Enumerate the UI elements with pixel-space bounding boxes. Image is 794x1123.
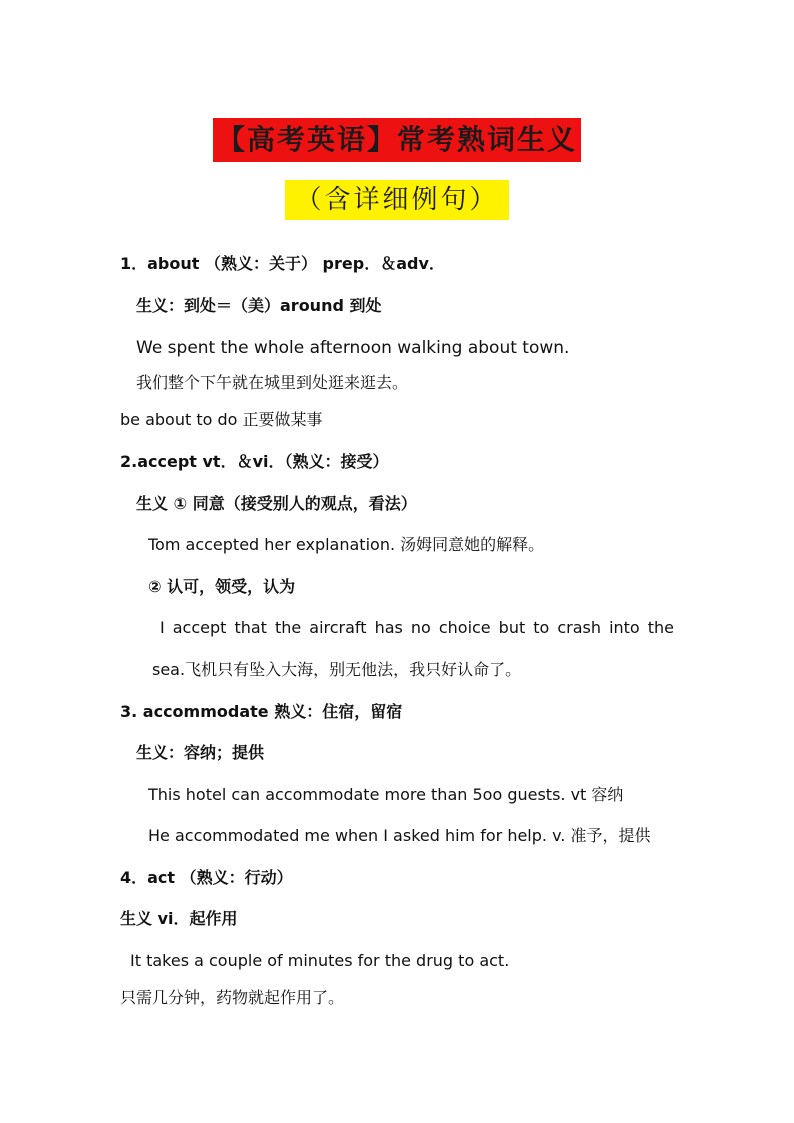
entry-3-example-2: He accommodated me when I asked him for help. v. 准予，提供	[148, 826, 651, 845]
entry-4-example-zh: 只需几分钟，药物就起作用了。	[120, 988, 345, 1007]
page-subtitle: （含详细例句）	[285, 180, 508, 220]
entry-2-sense: 生义 ① 同意（接受别人的观点，看法）	[136, 494, 417, 513]
subtitle-block	[0, 180, 794, 220]
entry-2-heading: 2.accept vt．＆vi．（熟义：接受）	[120, 452, 389, 471]
entry-3-heading: 3. accommodate 熟义：住宿，留宿	[120, 702, 403, 721]
entry-1-phrase: be about to do 正要做某事	[120, 410, 323, 429]
entry-1-sense: 生义：到处＝（美）around 到处	[136, 296, 382, 315]
entry-1-example-en: We spent the whole afternoon walking about town.	[136, 338, 570, 358]
entry-2-sense-2: ② 认可，领受，认为	[148, 577, 296, 596]
page-title: 【高考英语】常考熟词生义	[213, 118, 581, 162]
entry-3-sense: 生义：容纳；提供	[136, 743, 265, 762]
entry-2-example-2-line-2: sea.飞机只有坠入大海，别无他法，我只好认命了。	[152, 660, 522, 679]
entry-1-heading: 1．about （熟义：关于） prep．＆adv．	[120, 254, 445, 273]
entry-2-example: Tom accepted her explanation. 汤姆同意她的解释。	[148, 535, 545, 554]
entry-4-sense: 生义 vi．起作用	[120, 909, 238, 928]
entry-1-example-zh: 我们整个下午就在城里到处逛来逛去。	[136, 373, 409, 392]
title-block	[0, 118, 794, 162]
entry-2-example-2-line-1: I accept that the aircraft has no choice but to crash into the	[160, 618, 674, 637]
entry-3-example-1: This hotel can accommodate more than 5oo guests. vt 容纳	[148, 785, 624, 804]
entry-4-example-en: It takes a couple of minutes for the drug to act.	[130, 951, 510, 970]
entry-4-heading: 4．act （熟义：行动）	[120, 868, 293, 887]
